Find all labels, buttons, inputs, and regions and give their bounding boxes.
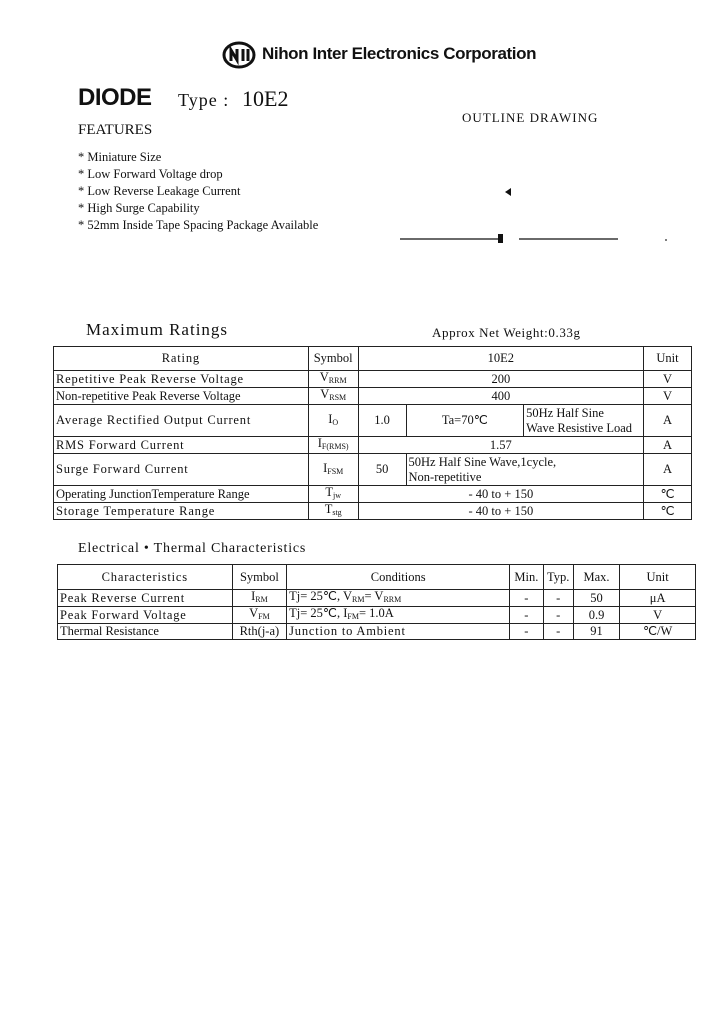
feature-item: * Miniature Size	[78, 150, 162, 164]
symbol: $I_{F(RMS)}$	[308, 437, 358, 454]
table-row	[58, 624, 696, 640]
feature-item: * 52mm Inside Tape Spacing Package Available	[78, 218, 319, 232]
header-min: Min.	[510, 565, 543, 590]
characteristic: Peak Forward Voltage	[58, 607, 233, 624]
table-row	[54, 503, 692, 520]
condition: Junction to Ambient	[287, 624, 510, 640]
value: 1.0	[358, 405, 406, 437]
unit: A	[644, 405, 692, 437]
rating-name: Non-repetitive Peak Reverse Voltage	[54, 388, 309, 405]
feature-item: * Low Reverse Leakage Current	[78, 184, 241, 198]
value: 50	[358, 454, 406, 486]
header-max: Max.	[573, 565, 619, 590]
dimension-mark	[665, 239, 667, 241]
unit: A	[644, 454, 692, 486]
max-ratings-heading: Maximum Ratings	[86, 320, 229, 339]
symbol: $V_{FM}$	[232, 607, 287, 624]
condition: Tj= 25℃, $I_{FM}= 1.0A$	[287, 607, 510, 624]
min: -	[510, 624, 543, 640]
unit: ℃	[644, 503, 692, 520]
electrical-heading: Electrical • Thermal Characteristics	[78, 541, 307, 556]
table-row	[54, 454, 692, 486]
table-header-row	[54, 347, 692, 371]
type-value: 10E2	[242, 86, 289, 111]
feature-item: * Low Forward Voltage drop	[78, 167, 223, 181]
rating-name: Surge Forward Current	[54, 454, 309, 486]
symbol: $V_{RSM}$	[308, 388, 358, 405]
header-unit: Unit	[620, 565, 696, 590]
outline-drawing-title: OUTLINE DRAWING	[462, 110, 599, 125]
value: 200	[358, 371, 643, 388]
rating-name: Operating JunctionTemperature Range	[54, 486, 309, 503]
table-row	[54, 388, 692, 405]
characteristic: Peak Reverse Current	[58, 590, 233, 607]
min: -	[510, 590, 543, 607]
unit: ℃/W	[620, 624, 696, 640]
max: 50	[573, 590, 619, 607]
header-conditions: Conditions	[287, 565, 510, 590]
unit: V	[620, 607, 696, 624]
table-row	[54, 437, 692, 454]
condition: Ta=70℃	[406, 405, 524, 437]
symbol: $V_{RRM}$	[308, 371, 358, 388]
min: -	[510, 607, 543, 624]
features-heading: FEATURES	[78, 122, 153, 138]
max: 91	[573, 624, 619, 640]
feature-item: * High Surge Capability	[78, 201, 200, 215]
condition-detail: 50Hz Half Sine Wave Resistive Load	[524, 405, 644, 437]
max: 0.9	[573, 607, 619, 624]
diode-body	[498, 234, 503, 243]
max-ratings-table	[53, 346, 692, 520]
header-value: 10E2	[358, 347, 643, 371]
table-row	[58, 607, 696, 624]
symbol: Rth(j-a)	[232, 624, 287, 640]
features-list	[78, 149, 318, 234]
unit: V	[644, 388, 692, 405]
type-label: Type :	[178, 90, 230, 110]
value: 400	[358, 388, 643, 405]
condition: Tj= 25℃, $V_{RM}= V_{RRM}$	[287, 590, 510, 607]
header-rating: Rating	[54, 347, 309, 371]
table-row	[58, 590, 696, 607]
rating-name: RMS Forward Current	[54, 437, 309, 454]
symbol: $T_{stg}$	[308, 503, 358, 520]
value: 1.57	[358, 437, 643, 454]
rating-name: Average Rectified Output Current	[54, 405, 309, 437]
typ: -	[543, 624, 573, 640]
condition: 50Hz Half Sine Wave,1cycle, Non-repetitive	[406, 454, 644, 486]
typ: -	[543, 590, 573, 607]
outline-drawing	[395, 180, 685, 250]
company-name: Nihon Inter Electronics Corporation	[262, 44, 537, 63]
header-characteristics: Characteristics	[58, 565, 233, 590]
symbol: $I_{FSM}$	[308, 454, 358, 486]
rating-name: Repetitive Peak Reverse Voltage	[54, 371, 309, 388]
cathode-arrow-icon	[505, 188, 511, 196]
unit: V	[644, 371, 692, 388]
table-row	[54, 405, 692, 437]
header-symbol: Symbol	[308, 347, 358, 371]
characteristic: Thermal Resistance	[58, 624, 233, 640]
header-symbol: Symbol	[232, 565, 287, 590]
symbol: $T_{jw}$	[308, 486, 358, 503]
typ: -	[543, 607, 573, 624]
table-row	[54, 486, 692, 503]
symbol: $I_{RM}$	[232, 590, 287, 607]
product-title: DIODE	[78, 84, 152, 111]
net-weight: Approx Net Weight:0.33g	[432, 325, 581, 340]
unit: μA	[620, 590, 696, 607]
unit: ℃	[644, 486, 692, 503]
table-header-row	[58, 565, 696, 590]
table-row	[54, 371, 692, 388]
nihon-inter-logo-icon	[222, 40, 256, 70]
header-unit: Unit	[644, 347, 692, 371]
rating-name: Storage Temperature Range	[54, 503, 309, 520]
value: - 40 to + 150	[358, 503, 643, 520]
symbol: $I_O$	[308, 405, 358, 437]
value: - 40 to + 150	[358, 486, 643, 503]
unit: A	[644, 437, 692, 454]
header-typ: Typ.	[543, 565, 573, 590]
electrical-table	[57, 564, 696, 640]
